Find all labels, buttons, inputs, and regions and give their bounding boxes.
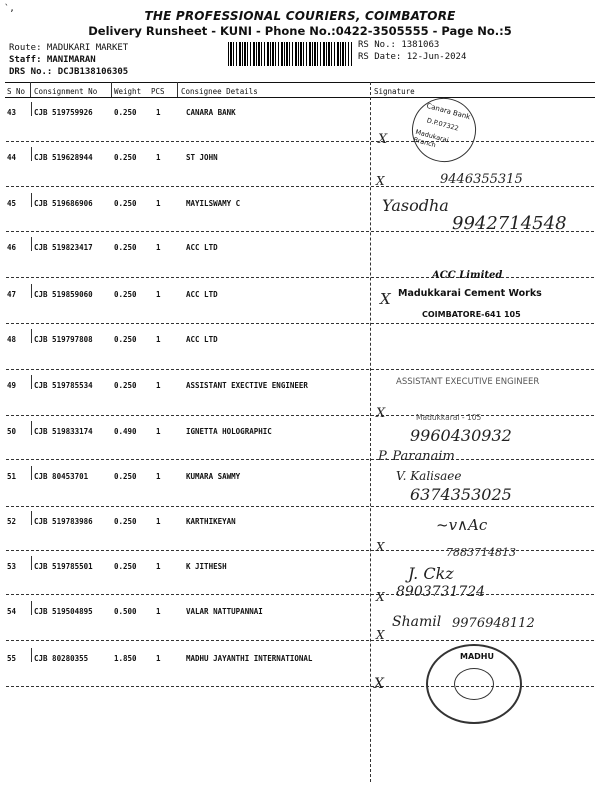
- row-pcs: 1: [156, 381, 161, 390]
- row-bracket: [31, 284, 32, 298]
- row-consignment: CJB 80280355: [34, 654, 89, 663]
- handwritten-mark: X: [374, 676, 384, 692]
- row-consignee: KARTHIKEYAN: [186, 517, 236, 526]
- handwritten-mark: X: [376, 174, 385, 188]
- row-weight: 0.250: [114, 335, 137, 344]
- row-sno: 53: [7, 562, 17, 571]
- column-header: Weight: [114, 87, 142, 96]
- runsheet-title: Delivery Runsheet - KUNI - Phone No.:0422-3505555 - Page No.:5: [88, 24, 512, 38]
- row-sno: 45: [7, 199, 17, 208]
- header-top-rule: [5, 82, 595, 83]
- row-weight: 0.500: [114, 607, 137, 616]
- row-bracket: [31, 556, 32, 570]
- company-title: THE PROFESSIONAL COURIERS, COIMBATORE: [144, 9, 456, 23]
- handwritten-name: Yasodha: [382, 196, 449, 215]
- row-consignee: ACC LTD: [186, 290, 218, 299]
- handwritten-mark: X: [376, 406, 386, 421]
- row-pcs: 1: [156, 472, 161, 481]
- column-header: PCS: [151, 87, 165, 96]
- column-header: Consignee Details: [181, 87, 258, 96]
- row-weight: 0.250: [114, 381, 137, 390]
- row-bracket: [31, 421, 32, 435]
- row-sno: 49: [7, 381, 17, 390]
- row-pcs: 1: [156, 153, 161, 162]
- row-weight: 0.250: [114, 472, 137, 481]
- corner-mark: `,: [4, 4, 15, 14]
- handwritten-mark: X: [378, 132, 388, 147]
- drs-label: DRS No.: DCJB138106305: [9, 67, 129, 77]
- row-separator: [6, 459, 594, 460]
- row-pcs: 1: [156, 427, 161, 436]
- row-consignment: CJB 519686906: [34, 199, 93, 208]
- stamp-text: COIMBATORE-641 105: [422, 310, 521, 319]
- row-pcs: 1: [156, 199, 161, 208]
- row-bracket: [31, 193, 32, 207]
- column-header: Consignment No: [34, 87, 98, 96]
- row-bracket: [31, 601, 32, 615]
- row-consignee: K JITHESH: [186, 562, 227, 571]
- madhu-stamp: [426, 644, 522, 724]
- row-consignment: CJB 519628944: [34, 153, 93, 162]
- col-divider: [30, 82, 31, 97]
- row-consignment: CJB 519759926: [34, 108, 93, 117]
- row-consignment: CJB 519783986: [34, 517, 93, 526]
- row-sno: 47: [7, 290, 17, 299]
- barcode: [228, 42, 352, 66]
- column-header: S No: [7, 87, 26, 96]
- row-weight: 0.250: [114, 108, 137, 117]
- row-separator: [6, 594, 594, 595]
- row-bracket: [31, 648, 32, 662]
- row-consignment: CJB 519859060: [34, 290, 93, 299]
- row-pcs: 1: [156, 108, 161, 117]
- handwritten-name: P. Paranaim: [378, 449, 455, 464]
- row-sno: 54: [7, 607, 17, 616]
- row-weight: 0.490: [114, 427, 137, 436]
- row-sno: 44: [7, 153, 17, 162]
- row-sno: 46: [7, 243, 17, 252]
- stamp-text: ASSISTANT EXECUTIVE ENGINEER: [396, 377, 540, 387]
- row-consignment: CJB 519823417: [34, 243, 93, 252]
- row-consignment: CJB 519785534: [34, 381, 93, 390]
- col-divider: [177, 82, 178, 97]
- row-consignee: ASSISTANT EXECTIVE ENGINEER: [186, 381, 308, 390]
- row-consignee: CANARA BANK: [186, 108, 236, 117]
- row-bracket: [31, 147, 32, 161]
- handwritten-signature: J. Ckz: [408, 564, 454, 583]
- stamp-text: Canara Bank: [425, 101, 472, 122]
- canara-bank-stamp: [405, 91, 483, 169]
- col-divider: [111, 82, 112, 97]
- stamp-text: Madukarai Branch: [412, 127, 450, 150]
- row-consignee: VALAR NATTUPANNAI: [186, 607, 263, 616]
- row-pcs: 1: [156, 654, 161, 663]
- row-consignee: ACC LTD: [186, 335, 218, 344]
- row-separator: [6, 640, 594, 641]
- row-consignment: CJB 519833174: [34, 427, 93, 436]
- row-pcs: 1: [156, 562, 161, 571]
- row-consignee: ACC LTD: [186, 243, 218, 252]
- rs-date-label: RS Date: 12-Jun-2024: [358, 52, 467, 62]
- row-bracket: [31, 511, 32, 525]
- handwritten-mark: X: [376, 540, 385, 554]
- row-consignment: CJB 80453701: [34, 472, 89, 481]
- row-bracket: [31, 466, 32, 480]
- staff-label: Staff: MANIMARAN: [9, 55, 96, 65]
- row-consignment: CJB 519504895: [34, 607, 93, 616]
- row-pcs: 1: [156, 335, 161, 344]
- stamp-text: Madukkarai Cement Works: [398, 288, 542, 299]
- row-consignee: MAYILSWAMY C: [186, 199, 241, 208]
- row-consignee: ST JOHN: [186, 153, 218, 162]
- stamp-text: D.P.07322: [425, 116, 460, 133]
- handwritten-signature: Shamil: [392, 614, 442, 630]
- handwritten-mark: X: [376, 628, 385, 642]
- handwritten-phone: 9976948112: [452, 616, 535, 631]
- row-sno: 50: [7, 427, 17, 436]
- row-pcs: 1: [156, 243, 161, 252]
- handwritten-phone: 9942714548: [452, 213, 567, 234]
- handwritten-phone: 8903731724: [396, 584, 486, 600]
- row-separator: [6, 506, 594, 507]
- stamp-text: MADHU: [460, 652, 494, 661]
- row-pcs: 1: [156, 517, 161, 526]
- handwritten-mark: X: [380, 290, 391, 308]
- row-separator: [6, 141, 594, 142]
- row-weight: 0.250: [114, 199, 137, 208]
- row-weight: 0.250: [114, 153, 137, 162]
- col-divider: [370, 82, 371, 782]
- row-bracket: [31, 237, 32, 251]
- handwritten-signature: ~v∧Ac: [436, 516, 488, 534]
- row-bracket: [31, 102, 32, 116]
- acc-ltd-stamp: [396, 268, 556, 328]
- row-weight: 0.250: [114, 517, 137, 526]
- row-consignee: KUMARA SAWMY: [186, 472, 241, 481]
- row-sno: 55: [7, 654, 17, 663]
- row-consignee: MADHU JAYANTHI INTERNATIONAL: [186, 654, 313, 663]
- row-sno: 51: [7, 472, 17, 481]
- handwritten-phone: 7883714813: [446, 546, 516, 559]
- row-weight: 1.850: [114, 654, 137, 663]
- stamp-text: Madukkarai - 105: [416, 413, 482, 422]
- row-weight: 0.250: [114, 290, 137, 299]
- rs-no-label: RS No.: 1381063: [358, 40, 440, 50]
- row-consignee: IGNETTA HOLOGRAPHIC: [186, 427, 272, 436]
- handwritten-phone: 9446355315: [440, 172, 523, 187]
- row-bracket: [31, 329, 32, 343]
- handwritten-phone: 9960430932: [410, 426, 512, 445]
- row-consignment: CJB 519785501: [34, 562, 93, 571]
- stamp-inner-ring: [454, 668, 494, 700]
- header-bottom-rule: [5, 97, 595, 98]
- handwritten-phone: 6374353025: [410, 485, 512, 504]
- aee-stamp: [396, 375, 576, 425]
- stamp-text: ACC Limited: [432, 270, 503, 281]
- column-header: Signature: [374, 87, 415, 96]
- row-consignment: CJB 519797808: [34, 335, 93, 344]
- row-bracket: [31, 375, 32, 389]
- row-pcs: 1: [156, 290, 161, 299]
- row-separator: [6, 369, 594, 370]
- row-sno: 43: [7, 108, 17, 117]
- route-label: Route: MADUKARI MARKET: [9, 43, 129, 53]
- row-sno: 52: [7, 517, 17, 526]
- row-pcs: 1: [156, 607, 161, 616]
- handwritten-mark: X: [376, 590, 385, 604]
- row-weight: 0.250: [114, 562, 137, 571]
- handwritten-name: V. Kalisaee: [396, 469, 462, 483]
- row-weight: 0.250: [114, 243, 137, 252]
- row-sno: 48: [7, 335, 17, 344]
